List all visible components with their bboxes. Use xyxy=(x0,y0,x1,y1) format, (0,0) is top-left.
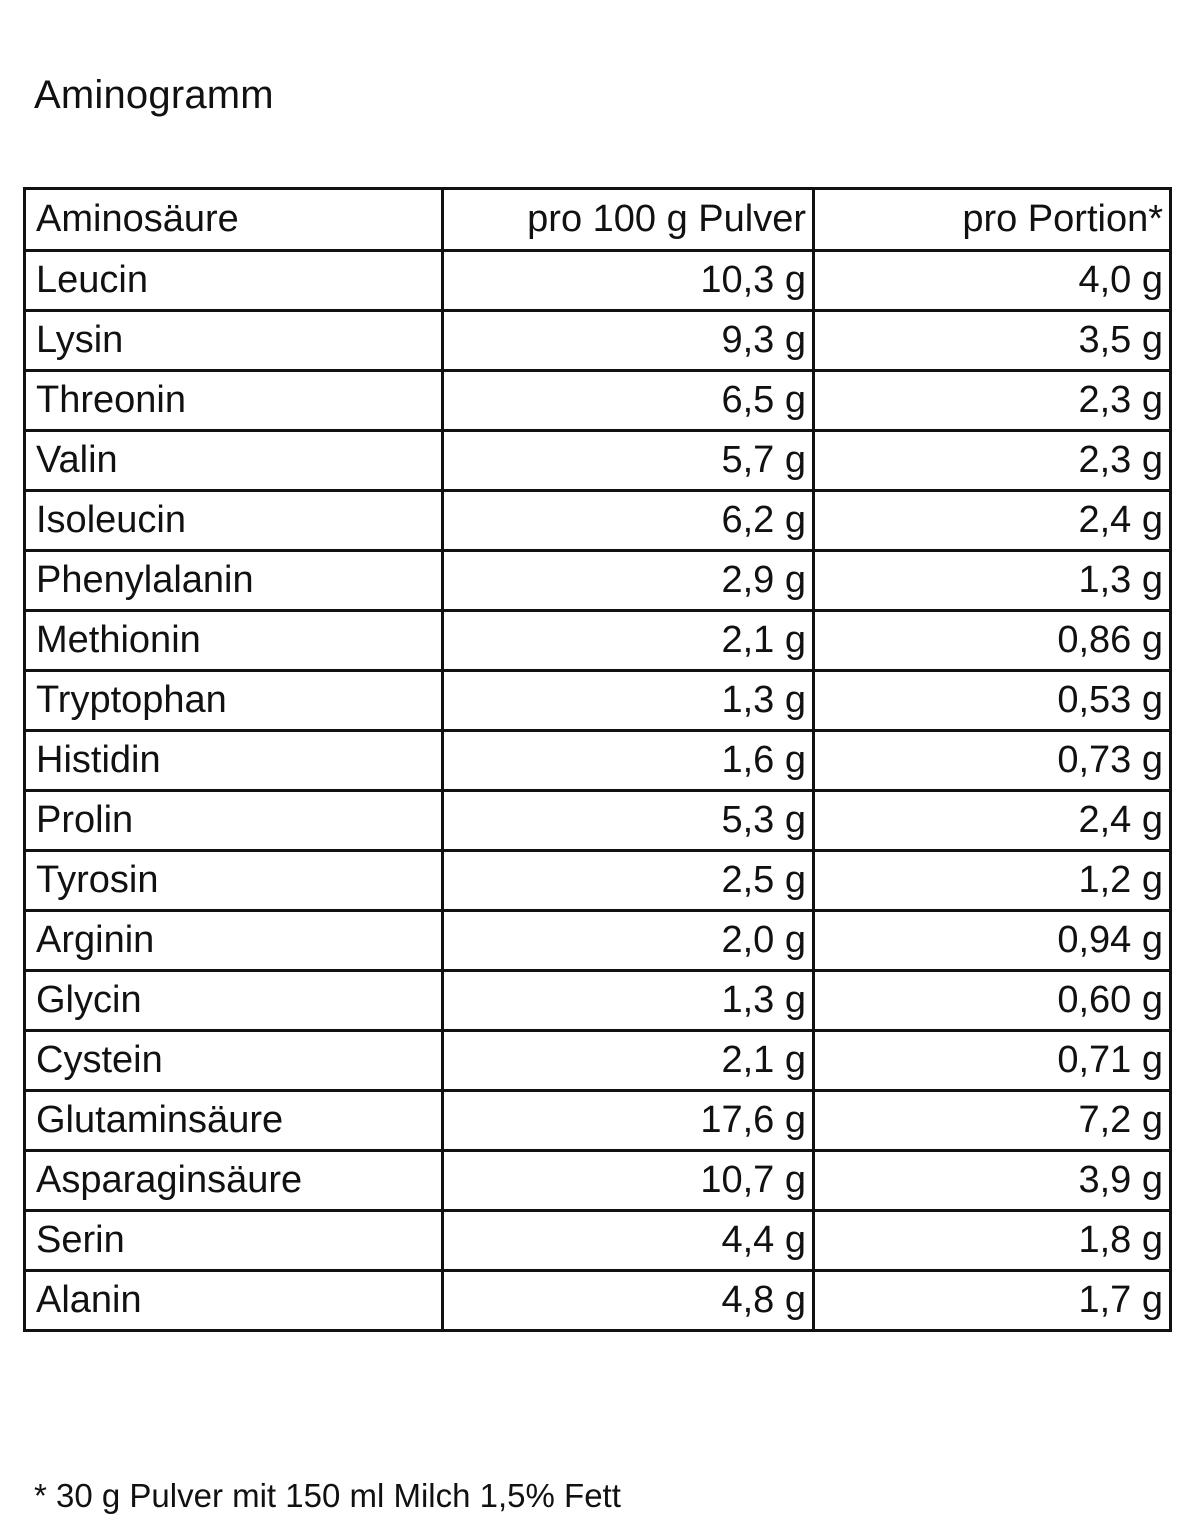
value-per-100g: 1,3 g xyxy=(443,971,814,1031)
table-row xyxy=(25,1271,1171,1331)
value-per-100g: 5,7 g xyxy=(443,431,814,491)
value-per-100g: 9,3 g xyxy=(443,311,814,371)
value-per-portion: 0,94 g xyxy=(814,911,1171,971)
value-per-100g: 10,7 g xyxy=(443,1151,814,1211)
value-per-100g: 1,6 g xyxy=(443,731,814,791)
value-per-portion: 1,2 g xyxy=(814,851,1171,911)
value-per-portion: 3,5 g xyxy=(814,311,1171,371)
amino-acid-name: Glutaminsäure xyxy=(25,1091,443,1151)
table-row xyxy=(25,731,1171,791)
header-per-portion: pro Portion* xyxy=(814,189,1171,251)
amino-acid-name: Phenylalanin xyxy=(25,551,443,611)
amino-acid-name: Tyrosin xyxy=(25,851,443,911)
value-per-100g: 6,5 g xyxy=(443,371,814,431)
value-per-portion: 7,2 g xyxy=(814,1091,1171,1151)
amino-acid-name: Glycin xyxy=(25,971,443,1031)
table-row xyxy=(25,851,1171,911)
footnote: * 30 g Pulver mit 150 ml Milch 1,5% Fett xyxy=(34,1477,621,1514)
value-per-portion: 2,4 g xyxy=(814,491,1171,551)
value-per-portion: 0,71 g xyxy=(814,1031,1171,1091)
value-per-portion: 0,86 g xyxy=(814,611,1171,671)
amino-acid-name: Lysin xyxy=(25,311,443,371)
table-row xyxy=(25,1211,1171,1271)
value-per-100g: 1,3 g xyxy=(443,671,814,731)
amino-acid-name: Methionin xyxy=(25,611,443,671)
value-per-portion: 0,60 g xyxy=(814,971,1171,1031)
value-per-portion: 0,73 g xyxy=(814,731,1171,791)
value-per-portion: 4,0 g xyxy=(814,251,1171,311)
value-per-portion: 2,3 g xyxy=(814,371,1171,431)
table-row xyxy=(25,431,1171,491)
table-row xyxy=(25,971,1171,1031)
table-row xyxy=(25,371,1171,431)
amino-acid-name: Arginin xyxy=(25,911,443,971)
amino-acid-table xyxy=(23,187,1172,1332)
table-row xyxy=(25,551,1171,611)
amino-acid-name: Cystein xyxy=(25,1031,443,1091)
value-per-portion: 1,7 g xyxy=(814,1271,1171,1331)
table-row xyxy=(25,1091,1171,1151)
value-per-portion: 1,8 g xyxy=(814,1211,1171,1271)
value-per-100g: 2,5 g xyxy=(443,851,814,911)
table-row xyxy=(25,611,1171,671)
value-per-100g: 17,6 g xyxy=(443,1091,814,1151)
value-per-portion: 1,3 g xyxy=(814,551,1171,611)
table-row xyxy=(25,1151,1171,1211)
amino-acid-name: Histidin xyxy=(25,731,443,791)
value-per-100g: 2,1 g xyxy=(443,1031,814,1091)
table-row xyxy=(25,1031,1171,1091)
page-title: Aminogramm xyxy=(34,73,274,117)
table-row xyxy=(25,491,1171,551)
value-per-100g: 6,2 g xyxy=(443,491,814,551)
value-per-100g: 4,4 g xyxy=(443,1211,814,1271)
value-per-100g: 2,0 g xyxy=(443,911,814,971)
amino-acid-name: Threonin xyxy=(25,371,443,431)
table-row xyxy=(25,791,1171,851)
header-amino-acid: Aminosäure xyxy=(25,189,443,251)
value-per-portion: 3,9 g xyxy=(814,1151,1171,1211)
table-row xyxy=(25,251,1171,311)
value-per-100g: 4,8 g xyxy=(443,1271,814,1331)
value-per-portion: 0,53 g xyxy=(814,671,1171,731)
amino-acid-name: Alanin xyxy=(25,1271,443,1331)
amino-acid-name: Isoleucin xyxy=(25,491,443,551)
header-per-100g: pro 100 g Pulver xyxy=(443,189,814,251)
table-row xyxy=(25,911,1171,971)
table-row xyxy=(25,311,1171,371)
value-per-100g: 2,1 g xyxy=(443,611,814,671)
value-per-100g: 10,3 g xyxy=(443,251,814,311)
amino-acid-name: Tryptophan xyxy=(25,671,443,731)
value-per-100g: 5,3 g xyxy=(443,791,814,851)
amino-acid-name: Leucin xyxy=(25,251,443,311)
table-row xyxy=(25,671,1171,731)
amino-acid-name: Asparaginsäure xyxy=(25,1151,443,1211)
table-header-row xyxy=(25,189,1171,251)
value-per-portion: 2,3 g xyxy=(814,431,1171,491)
amino-acid-name: Serin xyxy=(25,1211,443,1271)
amino-acid-name: Prolin xyxy=(25,791,443,851)
value-per-100g: 2,9 g xyxy=(443,551,814,611)
amino-acid-name: Valin xyxy=(25,431,443,491)
value-per-portion: 2,4 g xyxy=(814,791,1171,851)
amino-acid-table-body xyxy=(25,189,1171,1331)
